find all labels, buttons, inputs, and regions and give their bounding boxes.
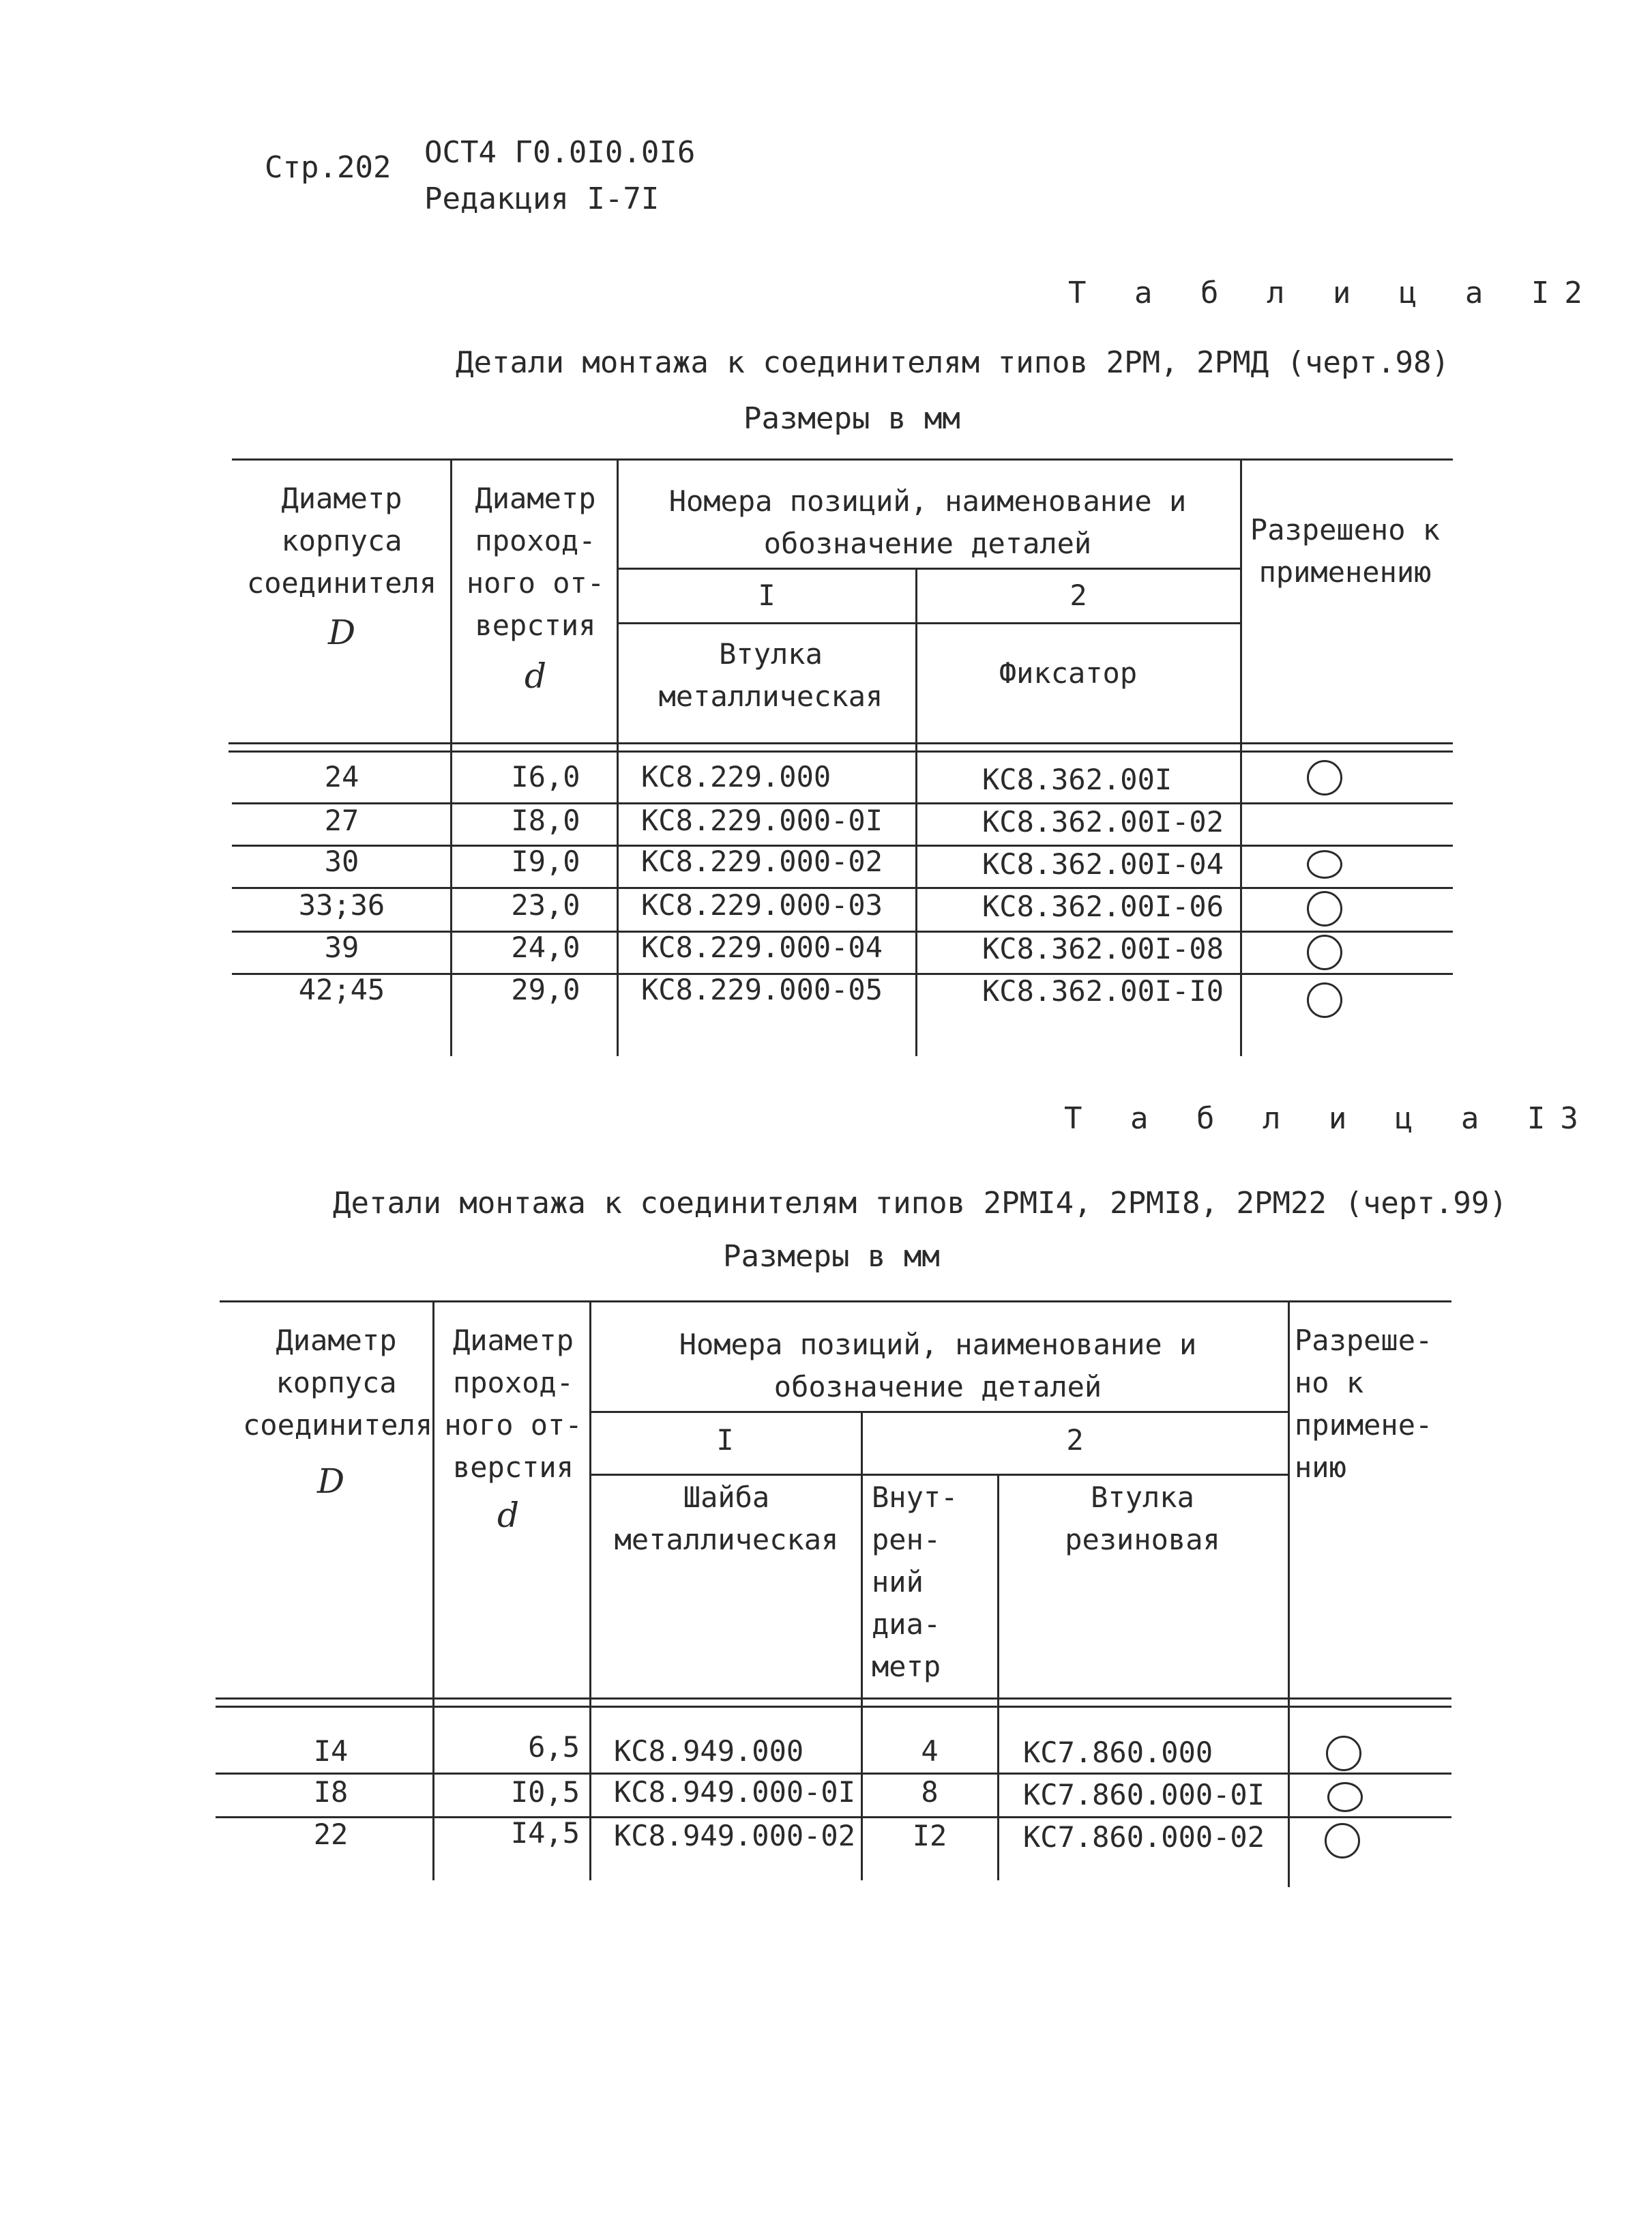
t12-cell-D: 24 (324, 760, 359, 793)
allowed-mark (1326, 1736, 1361, 1771)
allowed-mark (1325, 1823, 1360, 1858)
t13-cell-d: 6,5 (528, 1730, 580, 1764)
t13-cell-inner: 4 (921, 1734, 939, 1768)
t12-cell-pos2: КС8.362.00I-08 (982, 932, 1224, 965)
t12-cell-pos2: КС8.362.00I-06 (982, 890, 1224, 923)
t12-cell-D: 39 (324, 931, 359, 964)
t13-header-D-symbol: D (316, 1461, 345, 1501)
t12-header-D-symbol: D (327, 613, 356, 652)
table13-title: Детали монтажа к соединителям типов 2РМI4, 2РМI8, 2РМ22 (черт.99) (333, 1186, 1507, 1221)
t13-header-inner: Внут-рен-ний диа-метр (872, 1481, 958, 1683)
t13-cell-D: I4 (313, 1734, 349, 1768)
table12-title: Детали монтажа к соединителям типов 2РМ, 2РМД (черт.98) (456, 345, 1449, 380)
table12-number: Т а б л и ц а I2 (1068, 276, 1597, 310)
t12-cell-pos1: КС8.229.000 (641, 760, 831, 793)
t12-header-pos2: 2 (1070, 579, 1087, 612)
t12-header-name2: Фиксатор (999, 656, 1138, 690)
t13-header-pos2: 2 (1066, 1423, 1084, 1457)
standard-code: ОСТ4 Г0.0I0.0I6 (424, 135, 696, 170)
allowed-mark (1307, 850, 1342, 879)
table13-units: Размеры в мм (723, 1239, 940, 1274)
t13-header-bore: Диаметр проход-ного от-верстия (444, 1324, 582, 1484)
t12-header-pos1: I (758, 579, 776, 612)
t13-header-d-symbol: d (497, 1496, 519, 1535)
t12-cell-D: 30 (324, 845, 359, 878)
t12-cell-pos1: КС8.229.000-03 (641, 888, 883, 922)
t12-header-diameter: Диаметр корпуса соединителя (246, 482, 437, 600)
t13-cell-pos2: КС7.860.000-02 (1023, 1820, 1265, 1854)
t12-cell-pos2: КС8.362.00I (982, 763, 1172, 796)
t12-cell-d: I6,0 (511, 760, 580, 793)
t12-header-group: Номера позиций, наименование и обозначение деталей (668, 484, 1187, 560)
t12-cell-D: 42;45 (298, 973, 385, 1006)
t12-cell-D: 27 (324, 804, 359, 837)
table13-number: Т а б л и ц а I3 (1064, 1101, 1593, 1136)
t12-header-bore: Диаметр проход-ного от-верстия (466, 482, 605, 642)
t12-header-d-symbol: d (524, 656, 546, 696)
t12-cell-pos2: КС8.362.00I-02 (982, 805, 1224, 839)
t12-cell-d: 23,0 (511, 888, 580, 922)
allowed-mark (1307, 891, 1342, 927)
edition: Редакция I-7I (424, 181, 660, 216)
t13-cell-D: 22 (313, 1818, 349, 1851)
t13-cell-inner: I2 (912, 1819, 947, 1852)
t12-cell-pos1: КС8.229.000-05 (641, 973, 883, 1006)
t13-cell-d: I0,5 (510, 1775, 580, 1809)
t12-cell-pos1: КС8.229.000-02 (641, 845, 883, 878)
t13-header-diameter: Диаметр корпуса соединителя (243, 1324, 433, 1442)
t12-header-name1: Втулка металлическая (658, 637, 883, 713)
t13-header-name2: Втулка резиновая (1065, 1481, 1220, 1556)
t13-cell-pos2: КС7.860.000-0I (1023, 1778, 1265, 1811)
allowed-mark (1327, 1782, 1363, 1812)
t13-cell-pos1: КС8.949.000-02 (614, 1819, 856, 1852)
t12-cell-D: 33;36 (298, 888, 385, 922)
t12-cell-pos1: КС8.229.000-0I (641, 804, 883, 837)
t13-cell-inner: 8 (921, 1775, 939, 1809)
t13-cell-d: I4,5 (510, 1816, 580, 1850)
page-number: Стр.202 (265, 150, 392, 185)
t13-cell-D: I8 (313, 1775, 349, 1809)
t13-header-name1: Шайба металлическая (614, 1481, 839, 1556)
t12-header-allowed: Разрешено к применению (1250, 513, 1441, 589)
t12-cell-d: I9,0 (511, 845, 580, 878)
allowed-mark (1307, 760, 1342, 796)
t13-cell-pos1: КС8.949.000 (614, 1734, 804, 1768)
table12-units: Размеры в мм (743, 401, 960, 436)
t13-header-group: Номера позиций, наименование и обозначение деталей (679, 1328, 1197, 1403)
allowed-mark (1307, 982, 1342, 1018)
t12-cell-pos2: КС8.362.00I-I0 (982, 974, 1224, 1008)
t13-cell-pos2: КС7.860.000 (1023, 1736, 1213, 1769)
t12-cell-d: 24,0 (511, 931, 580, 964)
allowed-mark (1307, 935, 1342, 970)
t13-header-pos1: I (716, 1423, 734, 1457)
t12-cell-d: 29,0 (511, 973, 580, 1006)
t12-cell-d: I8,0 (511, 804, 580, 837)
t12-cell-pos1: КС8.229.000-04 (641, 931, 883, 964)
t13-cell-pos1: КС8.949.000-0I (614, 1775, 856, 1809)
t12-cell-pos2: КС8.362.00I-04 (982, 847, 1224, 881)
t13-header-allowed: Разреше-но к примене-нию (1295, 1324, 1433, 1484)
